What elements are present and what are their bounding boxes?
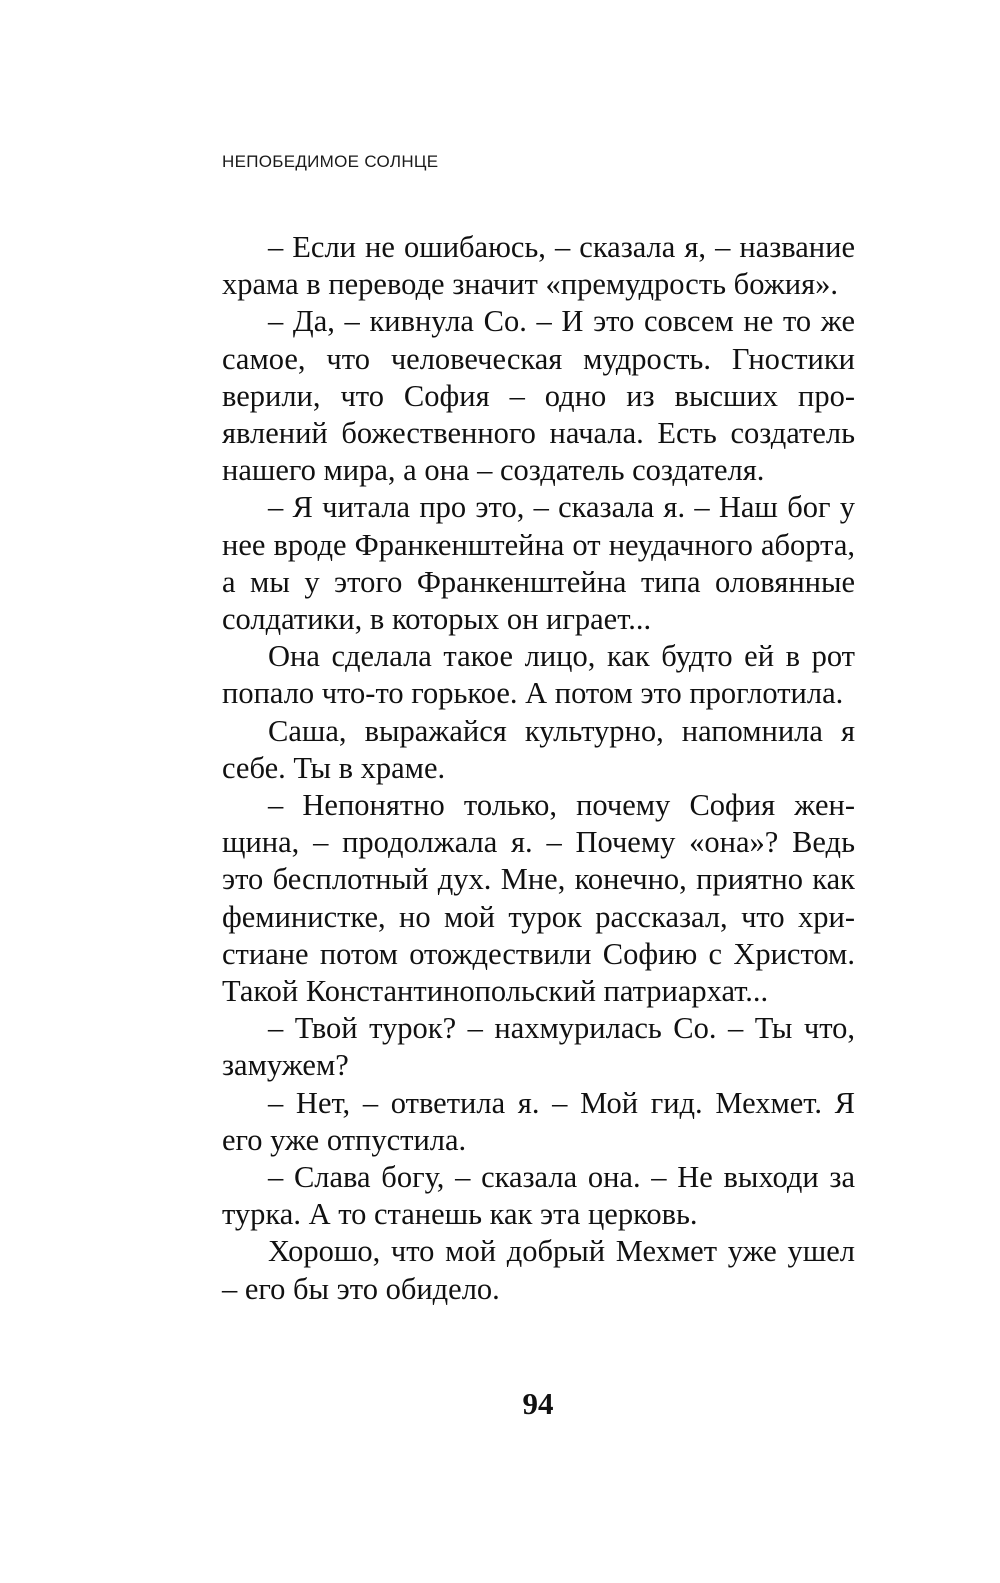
paragraph: – Я читала про это, – сказала я. – Наш бог у нее вроде Франкенштейна от неудачного аборта, а мы у этого Франкенштейна типа оловянные солдатики, в которых он играет... xyxy=(222,490,855,637)
paragraph: Саша, выражайся культурно, напомнила я себе. Ты в храме. xyxy=(222,713,855,785)
paragraph: – Нет, – ответила я. – Мой гид. Мехмет. Я его уже отпустила. xyxy=(222,1085,855,1157)
page-number: 94 xyxy=(522,1386,554,1421)
paragraph: Она сделала такое лицо, как будто ей в рот попало что-то горькое. А потом это проглотила. xyxy=(222,639,855,711)
paragraph: – Непонятно только, почему София женщина, – продолжала я. – Почему «она»? Ведь это бесплотный дух. Мне, конечно, приятно как феминистке, но мой турок рассказал, что христиане потом отождествили Софию с Христом. Такой Константинопольский патриархат... xyxy=(222,788,855,1009)
paragraph: Хорошо, что мой добрый Мехмет уже ушел – его бы это обидело. xyxy=(222,1234,855,1306)
paragraph: – Слава богу, – сказала она. – Не выходи за турка. А то станешь как эта церковь. xyxy=(222,1160,855,1232)
running-head: НЕПОБЕДИМОЕ СОЛНЦЕ xyxy=(222,152,439,171)
paragraph: – Если не ошибаюсь, – сказала я, – название храма в переводе значит «премудрость божия». xyxy=(222,230,855,302)
body-text xyxy=(222,229,855,1308)
paragraph: – Да, – кивнула Со. – И это совсем не то же самое, что человеческая мудрость. Гностики верили, что София – одно из высших проявлений божественного начала. Есть создатель нашего мира, а она – создатель создателя. xyxy=(222,304,855,488)
paragraph: – Твой турок? – нахмурилась Со. – Ты что, замужем? xyxy=(222,1011,855,1083)
